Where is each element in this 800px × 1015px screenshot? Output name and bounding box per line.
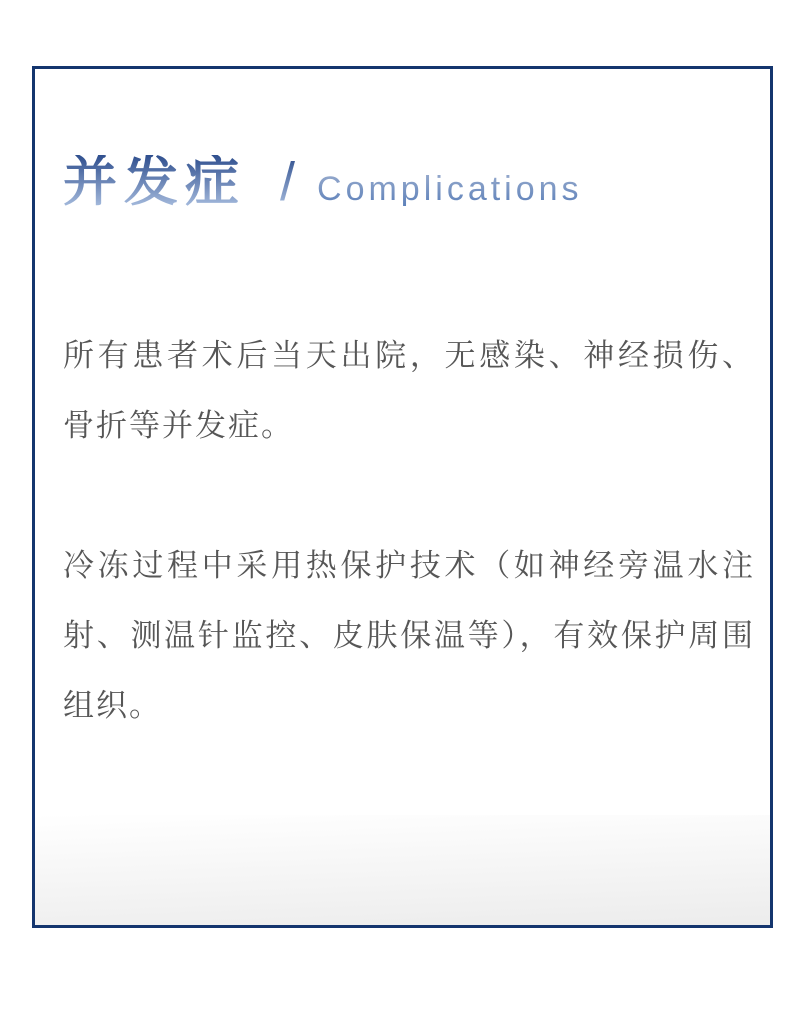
body-paragraph: 冷冻过程中采用热保护技术（如神经旁温水注射、测温针监控、皮肤保温等），有效保护周围组织。 bbox=[63, 548, 755, 723]
section-title-en: Complications bbox=[317, 170, 583, 208]
body-paragraph: 所有患者术后当天出院，无感染、神经损伤、骨折等并发症。 bbox=[63, 338, 755, 443]
content-card bbox=[32, 66, 773, 928]
section-title-zh: 并发症 bbox=[63, 152, 246, 212]
body-text-block bbox=[63, 321, 755, 741]
bottom-fade-decoration bbox=[35, 815, 770, 925]
section-heading bbox=[63, 152, 583, 212]
slash-divider: / bbox=[280, 152, 296, 212]
